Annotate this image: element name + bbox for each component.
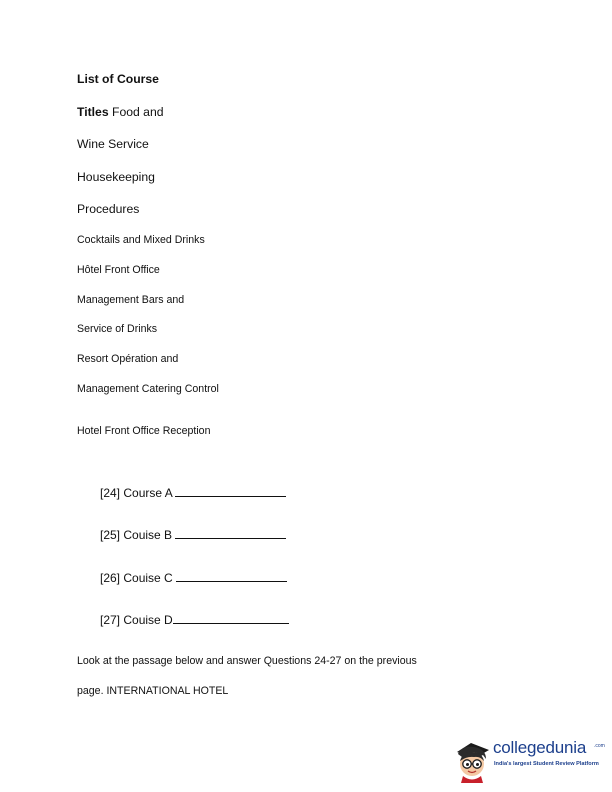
question-24 [100, 486, 286, 500]
mascot-icon [453, 737, 491, 783]
course-item: Housekeeping [77, 170, 155, 184]
course-item: Wine Service [77, 137, 149, 151]
instructions-line: Look at the passage below and answer Questions 24-27 on the previous [77, 655, 417, 667]
course-item: Management Bars and [77, 294, 185, 306]
collegedunia-logo [453, 737, 605, 783]
course-item: Management Catering Control [77, 383, 219, 395]
answer-blank[interactable] [175, 495, 286, 497]
logo-tagline: India's largest Student Review Platform [494, 761, 599, 767]
course-item: Service of Drinks [77, 323, 158, 335]
question-label: [25] Couise B [100, 528, 176, 542]
question-26 [100, 571, 287, 585]
course-item: Resort Opération and [77, 353, 179, 365]
question-27 [100, 613, 289, 627]
titles-label: Titles [77, 105, 109, 119]
course-item: Hôtel Front Office [77, 264, 160, 276]
titles-rest: Food and [108, 105, 164, 119]
course-item: Cocktails and Mixed Drinks [77, 234, 205, 246]
question-25 [100, 528, 286, 542]
question-label: [24] Course A [100, 486, 176, 500]
course-titles-line [77, 105, 164, 119]
instructions-line: page. INTERNATIONAL HOTEL [77, 685, 229, 697]
course-list-heading: List of Course [77, 72, 159, 86]
course-item: Procedures [77, 202, 140, 216]
course-item: Hotel Front Office Reception [77, 425, 211, 437]
question-label: [26] Couise C [100, 571, 177, 585]
question-label: [27] Couise D [100, 613, 173, 627]
answer-blank[interactable] [173, 622, 289, 624]
answer-blank[interactable] [175, 537, 286, 539]
logo-tld: .com [594, 743, 605, 749]
logo-wordmark: collegedunia [493, 738, 587, 757]
answer-blank[interactable] [176, 580, 287, 582]
